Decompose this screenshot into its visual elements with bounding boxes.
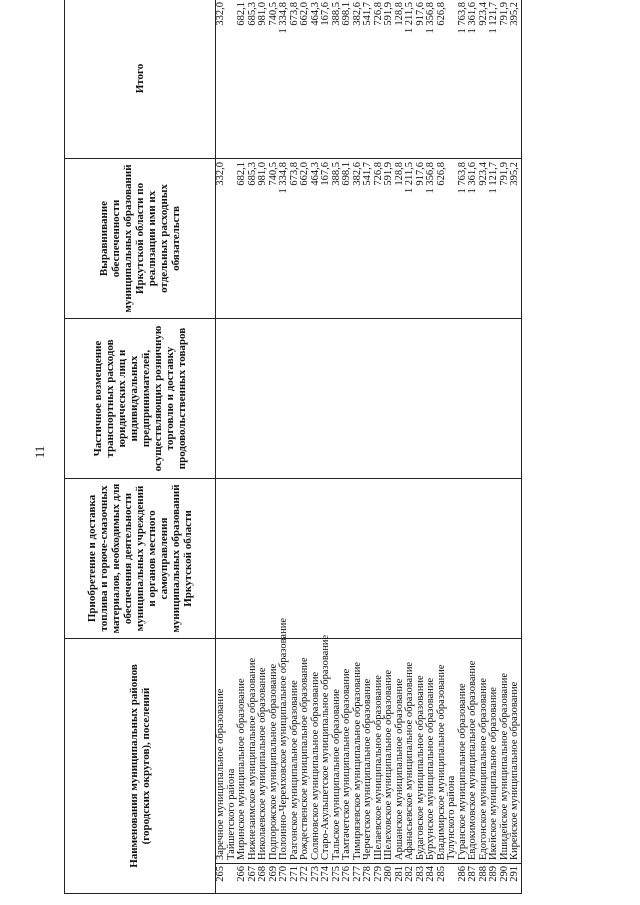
- transport-cell: [384, 319, 395, 479]
- row-number: 272: [300, 864, 311, 894]
- total-value: 541,7: [363, 0, 374, 159]
- municipality-name: Владимирское муниципальное образование Тулунского района: [437, 639, 458, 864]
- total-value: 1 121,7: [489, 0, 500, 159]
- fuel-cell: [458, 479, 469, 639]
- fuel-cell: [248, 479, 259, 639]
- equalization-value: 1 763,8: [458, 159, 469, 319]
- fuel-cell: [300, 479, 311, 639]
- table-row: [437, 0, 458, 894]
- total-value: 382,6: [353, 0, 364, 159]
- municipality-name: Тальское муниципальное образование: [332, 639, 343, 864]
- table-row: [342, 0, 353, 894]
- transport-cell: [248, 319, 259, 479]
- transport-cell: [500, 319, 511, 479]
- table-row: [405, 0, 416, 894]
- table-row: [237, 0, 248, 894]
- rotated-table-container: [64, 2, 624, 894]
- transport-cell: [479, 319, 490, 479]
- fuel-cell: [416, 479, 427, 639]
- header-fuel: Приобретение и доставка топлива и горюче-смазочных материалов, необходимых для обеспечения деятельности муниципальных учреждений и органов местного самоуправления муниципальных образований Иркутской области: [65, 479, 216, 639]
- fuel-cell: [332, 479, 343, 639]
- municipality-name: Николаевское муниципальное образование: [258, 639, 269, 864]
- transport-cell: [468, 319, 479, 479]
- equalization-value: 1 121,7: [489, 159, 500, 319]
- transport-cell: [216, 319, 238, 479]
- table-row: [300, 0, 311, 894]
- municipality-name: Заречное муниципальное образование Тайшетского района: [216, 639, 238, 864]
- table-header-row: [65, 0, 216, 894]
- row-number: 288: [479, 864, 490, 894]
- transport-cell: [300, 319, 311, 479]
- total-value: 662,0: [300, 0, 311, 159]
- fuel-cell: [342, 479, 353, 639]
- equalization-value: 923,4: [479, 159, 490, 319]
- equalization-value: 332,0: [216, 159, 238, 319]
- equalization-value: 1 361,6: [468, 159, 479, 319]
- equalization-value: 1 334,8: [279, 159, 290, 319]
- table-row: [321, 0, 332, 894]
- table-body: [216, 0, 522, 894]
- subsidy-table: [64, 0, 522, 894]
- fuel-cell: [279, 479, 290, 639]
- equalization-value: 1 356,8: [426, 159, 437, 319]
- row-number: 265: [216, 864, 238, 894]
- transport-cell: [395, 319, 406, 479]
- row-number: 267: [248, 864, 259, 894]
- total-value: 626,8: [437, 0, 458, 159]
- total-value: 740,5: [269, 0, 280, 159]
- row-number: 280: [384, 864, 395, 894]
- row-number: 283: [416, 864, 427, 894]
- fuel-cell: [405, 479, 416, 639]
- total-value: 388,5: [332, 0, 343, 159]
- fuel-cell: [237, 479, 248, 639]
- row-number: 269: [269, 864, 280, 894]
- municipality-name: Тамтачетское муниципальное образование: [342, 639, 353, 864]
- fuel-cell: [353, 479, 364, 639]
- transport-cell: [510, 319, 521, 479]
- table-row: [363, 0, 374, 894]
- total-value: 167,6: [321, 0, 332, 159]
- table-row: [489, 0, 500, 894]
- equalization-value: 726,8: [374, 159, 385, 319]
- total-value: 917,6: [416, 0, 427, 159]
- fuel-cell: [311, 479, 322, 639]
- row-number: 282: [405, 864, 416, 894]
- transport-cell: [437, 319, 458, 479]
- transport-cell: [342, 319, 353, 479]
- fuel-cell: [426, 479, 437, 639]
- row-number: 279: [374, 864, 385, 894]
- transport-cell: [374, 319, 385, 479]
- equalization-value: 981,0: [258, 159, 269, 319]
- municipality-name: Черчетское муниципальное образование: [363, 639, 374, 864]
- table-row: [510, 0, 521, 894]
- fuel-cell: [510, 479, 521, 639]
- municipality-name: Миринское муниципальное образование: [237, 639, 248, 864]
- row-number: 266: [237, 864, 248, 894]
- transport-cell: [269, 319, 280, 479]
- municipality-name: Едогонское муниципальное образование: [479, 639, 490, 864]
- municipality-name: Ишидейское муниципальное образование: [500, 639, 511, 864]
- total-value: 698,1: [342, 0, 353, 159]
- total-value: 464,3: [311, 0, 322, 159]
- table-row: [384, 0, 395, 894]
- row-number: 278: [363, 864, 374, 894]
- equalization-value: 388,5: [332, 159, 343, 319]
- total-value: 395,2: [510, 0, 521, 159]
- header-name: Наименования муниципальных районов (городских округов), поселений: [65, 639, 216, 894]
- transport-cell: [279, 319, 290, 479]
- transport-cell: [311, 319, 322, 479]
- row-number: 291: [510, 864, 521, 894]
- transport-cell: [363, 319, 374, 479]
- equalization-value: 128,8: [395, 159, 406, 319]
- equalization-value: 917,6: [416, 159, 427, 319]
- total-value: 726,8: [374, 0, 385, 159]
- table-row: [468, 0, 479, 894]
- total-value: 673,8: [290, 0, 301, 159]
- transport-cell: [258, 319, 269, 479]
- municipality-name: Икейское муниципальное образование: [489, 639, 500, 864]
- total-value: 682,1: [237, 0, 248, 159]
- municipality-name: Разгонское муниципальное образование: [290, 639, 301, 864]
- transport-cell: [237, 319, 248, 479]
- fuel-cell: [479, 479, 490, 639]
- equalization-value: 685,3: [248, 159, 259, 319]
- row-number: 274: [321, 864, 332, 894]
- fuel-cell: [468, 479, 479, 639]
- row-number: 284: [426, 864, 437, 894]
- municipality-name: Рождественское муниципальное образование: [300, 639, 311, 864]
- equalization-value: 591,9: [384, 159, 395, 319]
- total-value: 1 356,8: [426, 0, 437, 159]
- equalization-value: 662,0: [300, 159, 311, 319]
- transport-cell: [489, 319, 500, 479]
- transport-cell: [353, 319, 364, 479]
- equalization-value: 382,6: [353, 159, 364, 319]
- municipality-name: Полоинно-Черемховское муниципальное образование: [279, 639, 290, 864]
- total-value: 1 334,8: [279, 0, 290, 159]
- fuel-cell: [500, 479, 511, 639]
- row-number: 285: [437, 864, 458, 894]
- equalization-value: 626,8: [437, 159, 458, 319]
- municipality-name: Шелаевское муниципальное образование: [374, 639, 385, 864]
- transport-cell: [332, 319, 343, 479]
- total-value: 591,9: [384, 0, 395, 159]
- equalization-value: 698,1: [342, 159, 353, 319]
- municipality-name: Кирейское муниципальное образование: [510, 639, 521, 864]
- equalization-value: 740,5: [269, 159, 280, 319]
- header-total: Итого: [65, 0, 216, 159]
- fuel-cell: [384, 479, 395, 639]
- total-value: 923,4: [479, 0, 490, 159]
- municipality-name: Аршанское муниципальное образование: [395, 639, 406, 864]
- fuel-cell: [216, 479, 238, 639]
- municipality-name: Евдокимовское муниципальное образование: [468, 639, 479, 864]
- fuel-cell: [374, 479, 385, 639]
- row-number: 289: [489, 864, 500, 894]
- table-row: [258, 0, 269, 894]
- row-number: 281: [395, 864, 406, 894]
- total-value: 981,0: [258, 0, 269, 159]
- fuel-cell: [489, 479, 500, 639]
- total-value: 685,3: [248, 0, 259, 159]
- municipality-name: Бурхунское муниципальное образование: [426, 639, 437, 864]
- equalization-value: 1 211,5: [405, 159, 416, 319]
- row-number: 286: [458, 864, 469, 894]
- row-number: 287: [468, 864, 479, 894]
- page-number: 11: [32, 445, 47, 459]
- municipality-name: Будаговское муниципальное образование: [416, 639, 427, 864]
- total-value: 1 211,5: [405, 0, 416, 159]
- row-number: 277: [353, 864, 364, 894]
- row-number: 276: [342, 864, 353, 894]
- transport-cell: [405, 319, 416, 479]
- equalization-value: 791,9: [500, 159, 511, 319]
- row-number: 270: [279, 864, 290, 894]
- equalization-value: 167,6: [321, 159, 332, 319]
- total-value: 1 361,6: [468, 0, 479, 159]
- row-number: 290: [500, 864, 511, 894]
- equalization-value: 682,1: [237, 159, 248, 319]
- municipality-name: Соляновское муниципальное образование: [311, 639, 322, 864]
- equalization-value: 541,7: [363, 159, 374, 319]
- row-number: 271: [290, 864, 301, 894]
- transport-cell: [426, 319, 437, 479]
- municipality-name: Гуранское муниципальное образование: [458, 639, 469, 864]
- table-row: [279, 0, 290, 894]
- fuel-cell: [321, 479, 332, 639]
- transport-cell: [416, 319, 427, 479]
- fuel-cell: [395, 479, 406, 639]
- transport-cell: [290, 319, 301, 479]
- municipality-name: Тимирязевское муниципальное образование: [353, 639, 364, 864]
- header-equalization: Выравнивание обеспеченности муниципальных образований Иркутской области по реализации ими их отдельных расходных обязательств: [65, 159, 216, 319]
- municipality-name: Нижнезаимское муниципальное образование: [248, 639, 259, 864]
- row-number: 268: [258, 864, 269, 894]
- fuel-cell: [437, 479, 458, 639]
- transport-cell: [321, 319, 332, 479]
- header-transport: Частичное возмещение транспортных расходов юридических лиц и индивидуальных предпринимателей, осуществляющих розничную торговлю и доставку продовольственных товаров: [65, 319, 216, 479]
- total-value: 128,8: [395, 0, 406, 159]
- total-value: 332,0: [216, 0, 238, 159]
- table-row: [426, 0, 437, 894]
- row-number: 273: [311, 864, 322, 894]
- fuel-cell: [258, 479, 269, 639]
- equalization-value: 395,2: [510, 159, 521, 319]
- fuel-cell: [363, 479, 374, 639]
- transport-cell: [458, 319, 469, 479]
- fuel-cell: [269, 479, 280, 639]
- table-row: [216, 0, 238, 894]
- municipality-name: Старо-Акульшетское муниципальное образование: [321, 639, 332, 864]
- total-value: 791,9: [500, 0, 511, 159]
- fuel-cell: [290, 479, 301, 639]
- municipality-name: Афанасьевское муниципальное образование: [405, 639, 416, 864]
- equalization-value: 673,8: [290, 159, 301, 319]
- equalization-value: 464,3: [311, 159, 322, 319]
- municipality-name: Шелеховское муниципальное образование: [384, 639, 395, 864]
- row-number: 275: [332, 864, 343, 894]
- municipality-name: Подпорожское муниципальное образование: [269, 639, 280, 864]
- total-value: 1 763,8: [458, 0, 469, 159]
